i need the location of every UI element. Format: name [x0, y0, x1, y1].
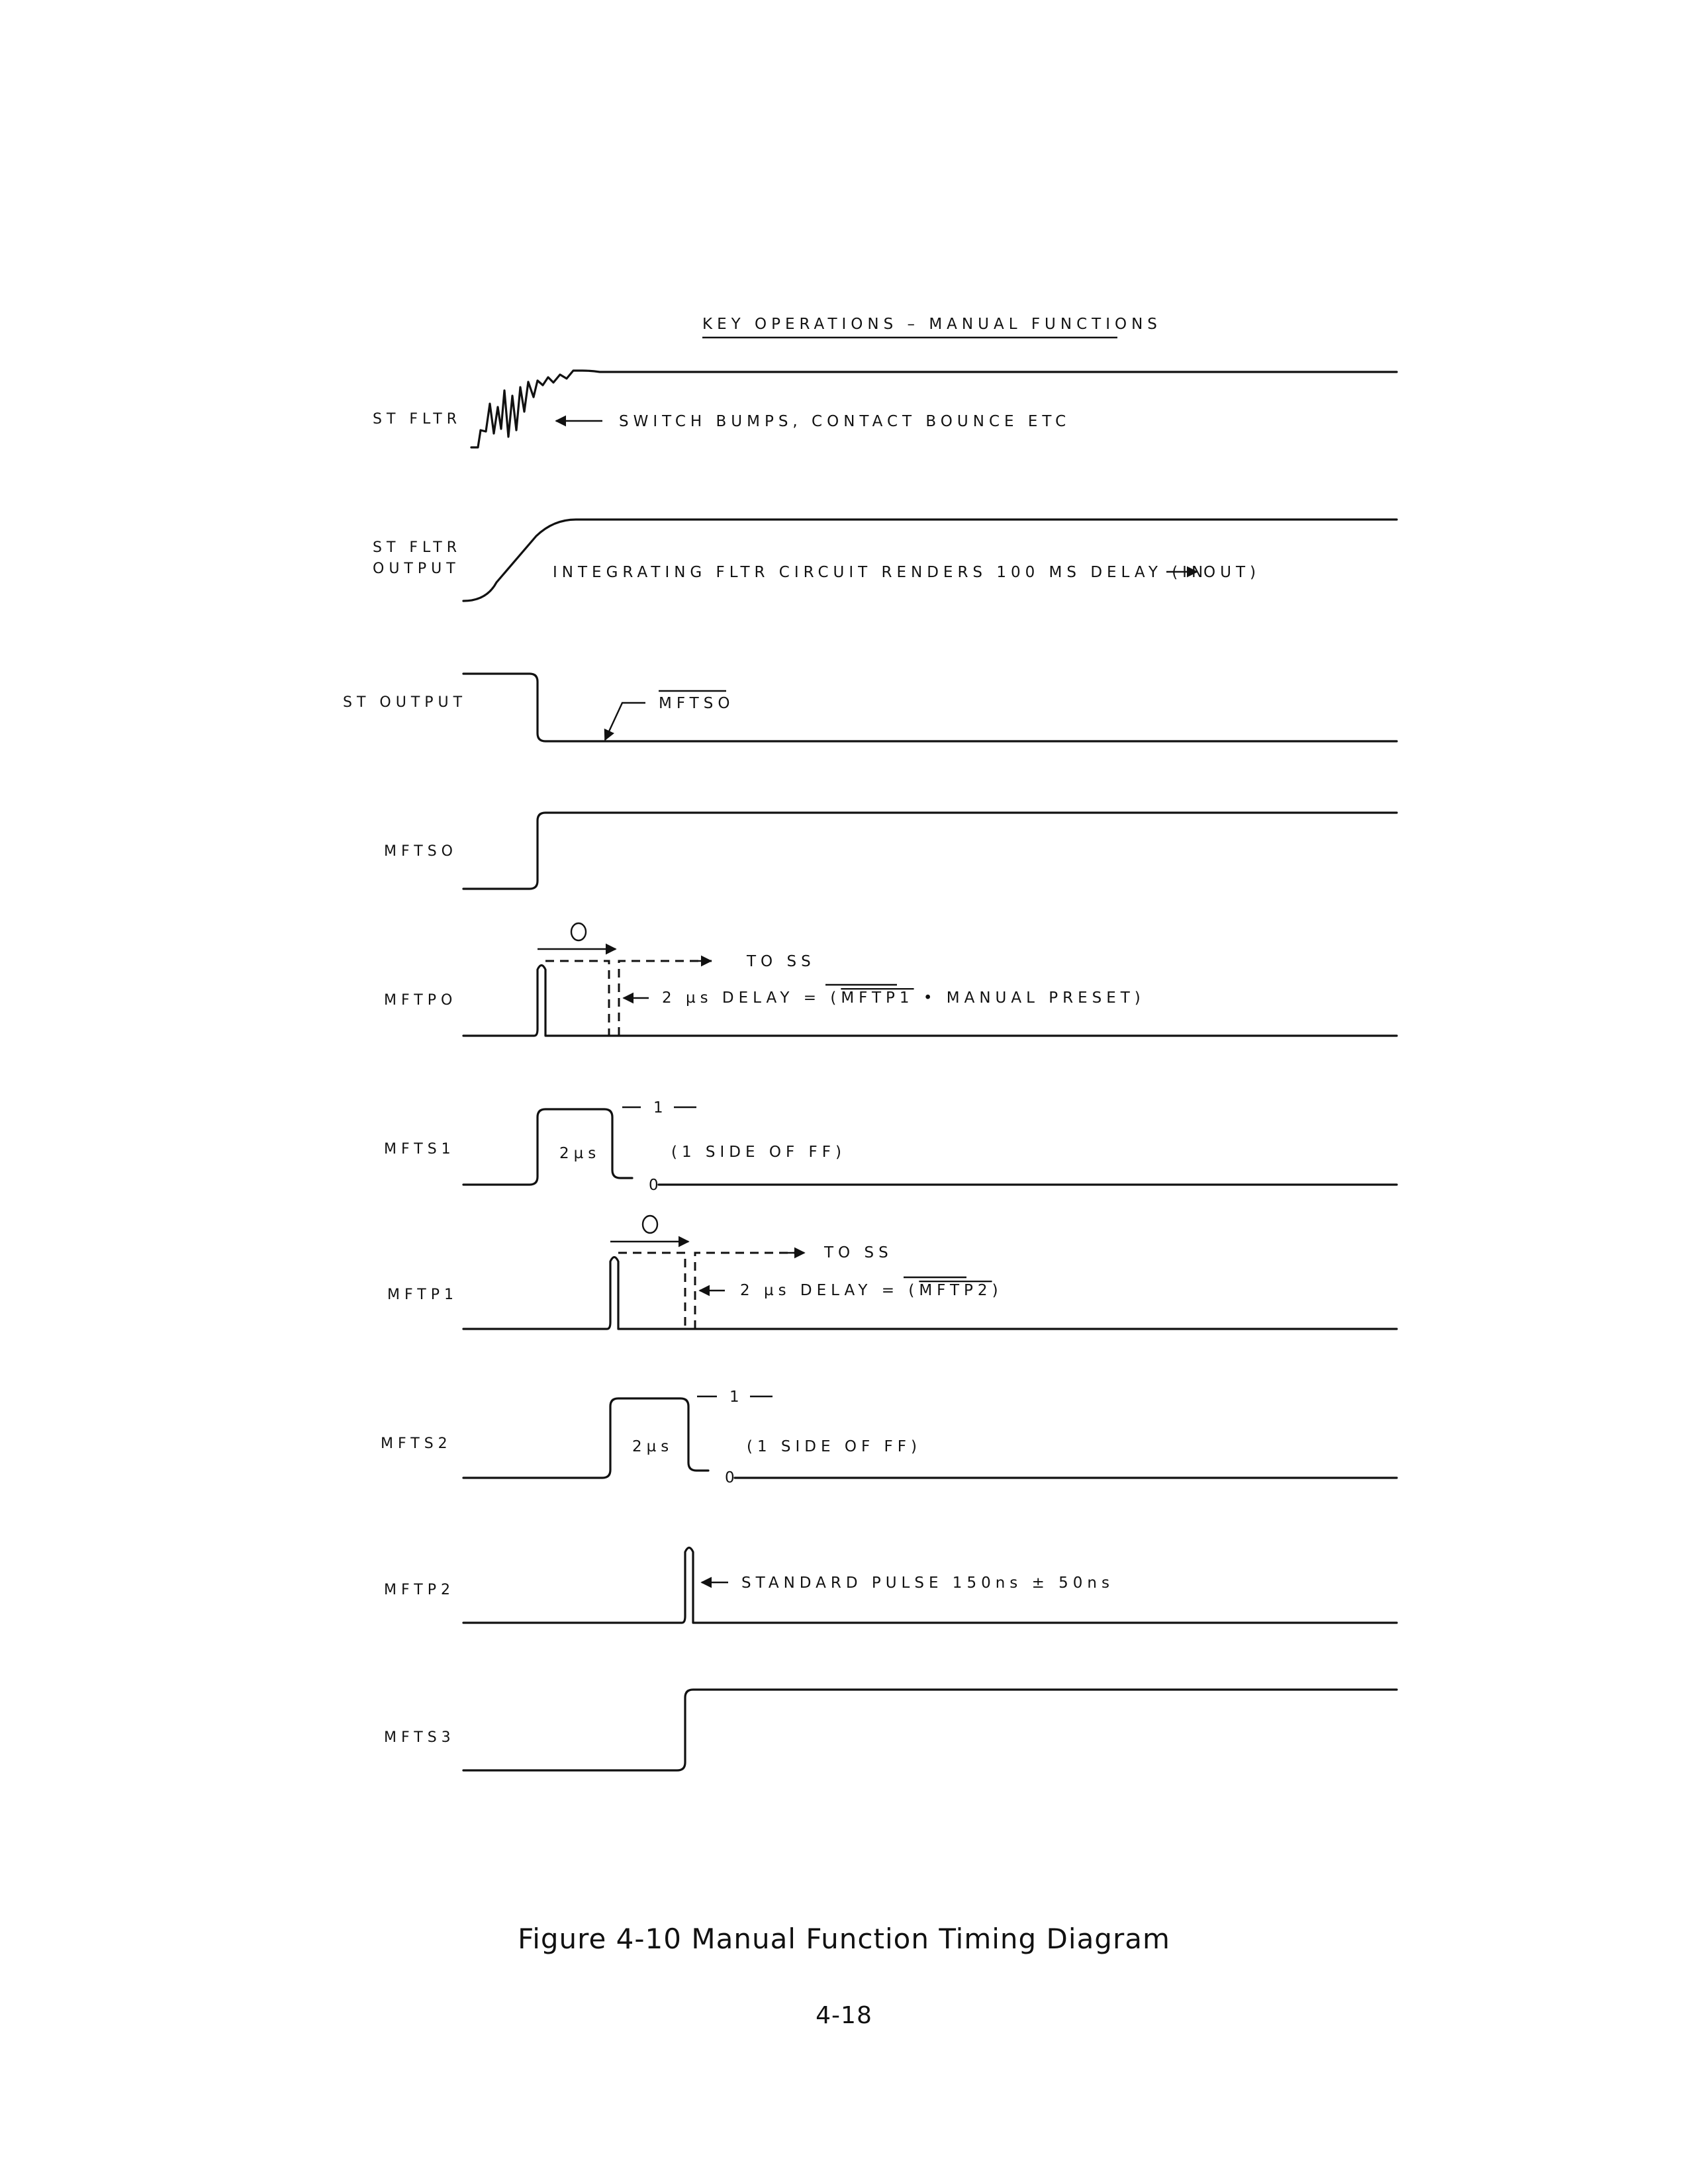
label-mfts3: MFTS3 [384, 1729, 455, 1746]
waveform-mfts3 [463, 1690, 1397, 1770]
label-mfts1-zero: 0 [649, 1177, 663, 1194]
label-st-output: ST OUTPUT [343, 694, 467, 711]
figure-caption: Figure 4-10 Manual Function Timing Diagram [518, 1923, 1170, 1955]
waveform-mfts1 [463, 1107, 1397, 1185]
label-mfts2-side: (1 SIDE OF FF) [747, 1438, 921, 1455]
svg-text:INTEGRATING FLTR CIRCUIT RENDE: INTEGRATING FLTR CIRCUIT RENDERS 100 MS DELAY (IN [553, 564, 1208, 581]
label-mfts1-one: 1 [653, 1099, 668, 1116]
waveform-st-fltr [471, 371, 1397, 447]
diagram-title [702, 316, 1162, 338]
label-mftp2: MFTP2 [384, 1582, 455, 1598]
annotation-mftso-pointer [605, 691, 734, 740]
annotation-to-ss-1: TO SS [747, 953, 816, 970]
label-mftso: MFTSO [384, 843, 457, 860]
delay-loop-icon [643, 1216, 657, 1233]
annotation-integrating [553, 564, 1260, 581]
waveform-mftso [463, 813, 1397, 889]
svg-text:KEY OPERATIONS – MANUAL FUNCTI: KEY OPERATIONS – MANUAL FUNCTIONS [702, 316, 1162, 333]
label-mftp1: MFTP1 [387, 1287, 458, 1303]
label-mftpo: MFTPO [384, 992, 457, 1009]
waveform-st-output [463, 674, 1397, 741]
label-mfts1-width: 2µs [559, 1145, 601, 1162]
label-mfts2-width: 2µs [632, 1438, 674, 1455]
annotation-to-ss-2: TO SS [824, 1244, 893, 1261]
svg-text:SWITCH BUMPS, CONTACT BOUNCE E: SWITCH BUMPS, CONTACT BOUNCE ETC [619, 413, 1071, 430]
label-mfts2: MFTS2 [381, 1435, 452, 1452]
delay-loop-icon [571, 923, 586, 940]
label-st-fltr: ST FLTR [373, 411, 462, 428]
label-mfts2-one: 1 [729, 1388, 744, 1406]
svg-text:MFTSO: MFTSO [659, 695, 735, 712]
label-mfts2-zero: 0 [725, 1469, 739, 1486]
annotation-switch-bumps [556, 413, 1070, 430]
waveform-mftp1 [463, 1216, 1397, 1329]
annotation-delay-2 [740, 1277, 1003, 1299]
label-mfts1: MFTS1 [384, 1141, 455, 1158]
waveform-mftpo [463, 923, 1397, 1036]
svg-text:OUT): OUT) [1203, 564, 1260, 581]
waveform-mfts2 [463, 1396, 1397, 1478]
svg-text:2 µs DELAY = (MFTP1 • MANUAL P: 2 µs DELAY = (MFTP1 • MANUAL PRESET) [662, 989, 1145, 1007]
page-number: 4-18 [816, 2002, 872, 2029]
svg-text:2 µs DELAY = (MFTP2): 2 µs DELAY = (MFTP2) [740, 1282, 1003, 1299]
label-st-fltr-output-2: OUTPUT [373, 561, 460, 577]
annotation-delay-1 [662, 985, 1145, 1007]
annotation-standard-pulse: STANDARD PULSE 150ns ± 50ns [741, 1574, 1114, 1592]
label-mfts1-side: (1 SIDE OF FF) [671, 1144, 846, 1161]
waveform-st-fltr-output [463, 520, 1397, 601]
label-st-fltr-output-1: ST FLTR [373, 539, 462, 556]
